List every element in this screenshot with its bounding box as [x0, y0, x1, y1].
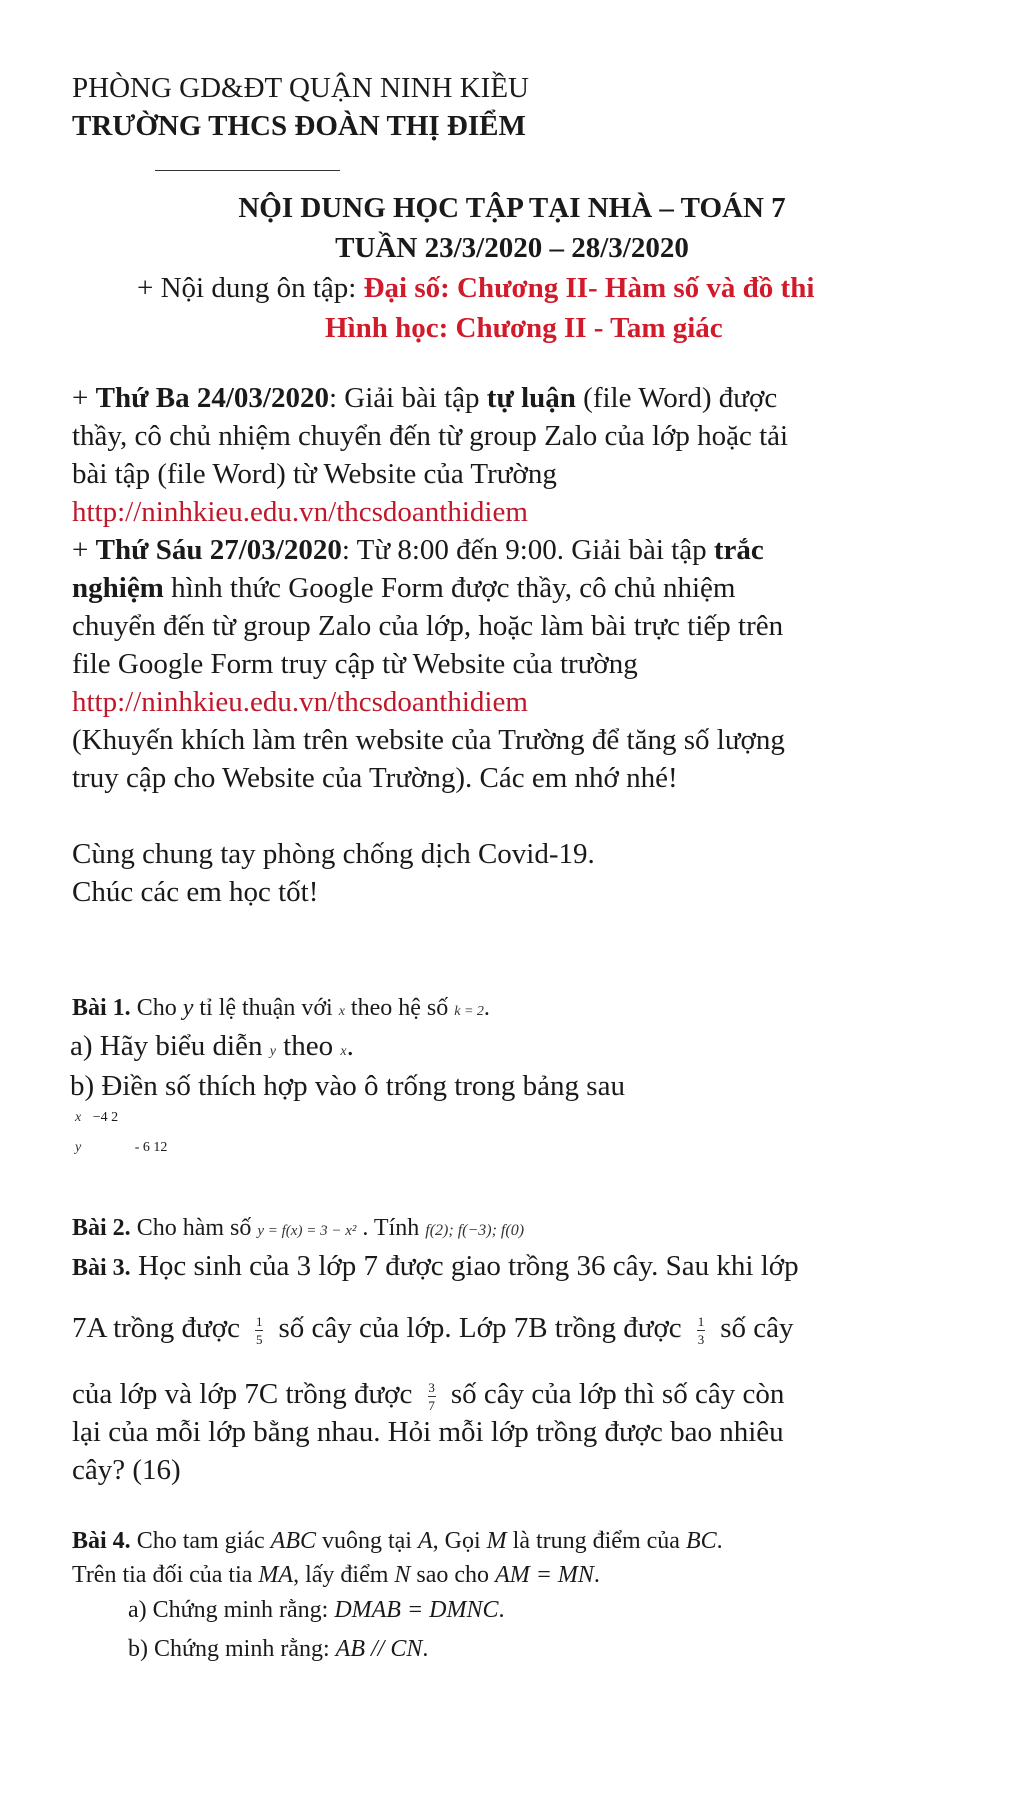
var-x: x: [340, 1044, 347, 1059]
text: vuông tại: [315, 1528, 418, 1554]
text: . Tính: [356, 1215, 426, 1241]
bai3-line-5: cây? (16): [72, 1454, 181, 1486]
point-n: N: [394, 1562, 411, 1588]
text: theo: [275, 1030, 341, 1062]
tuesday-line-2: thầy, cô chủ nhiệm chuyển đến từ group Zalo của lớp hoặc tải: [72, 420, 789, 452]
var-y: y: [269, 1044, 276, 1059]
closing-line-2: Chúc các em học tốt!: [72, 876, 319, 908]
text: Học sinh của 3 lớp 7 được giao trồng 36 cây. Sau khi lớp: [130, 1250, 799, 1282]
bai1-part-a: [70, 1030, 354, 1063]
text: Cho tam giác: [130, 1528, 271, 1554]
bai3-label: Bài 3.: [72, 1255, 131, 1281]
text: Cho: [130, 995, 183, 1021]
triangle-abc: ABC: [270, 1528, 316, 1554]
essay-label: tự luận: [486, 382, 576, 414]
bullet: +: [72, 534, 96, 566]
school-name: TRƯỜNG THCS ĐOÀN THỊ ĐIỂM: [72, 110, 526, 142]
bai1-part-b: b) Điền số thích hợp vào ô trống trong bảng sau: [70, 1070, 625, 1102]
friday-line-3: chuyển đến từ group Zalo của lớp, hoặc làm bài trực tiếp trên: [72, 610, 784, 642]
values-to-compute: f(2); f(−3); f(0): [425, 1222, 525, 1239]
coefficient: k = 2: [454, 1004, 484, 1019]
point-a: A: [417, 1528, 433, 1554]
review-line: [137, 272, 814, 305]
var-x: x: [338, 1004, 345, 1019]
bai3-line-3: [72, 1378, 784, 1412]
friday-date: Thứ Sáu 27/03/2020: [95, 534, 342, 566]
text: của lớp và lớp 7C trồng được: [72, 1378, 420, 1410]
segment-bc: BC: [685, 1528, 717, 1554]
text: : Giải bài tập: [328, 382, 487, 414]
bullet: +: [72, 382, 96, 414]
text: .: [422, 1636, 429, 1662]
ray-ma: MA: [258, 1562, 294, 1588]
dept-name: PHÒNG GD&ĐT QUẬN NINH KIỀU: [72, 72, 529, 104]
bai4-label: Bài 4.: [72, 1528, 131, 1554]
parallel-statement: AB // CN: [335, 1636, 423, 1662]
text: hình thức Google Form được thầy, cô chủ nhiệm: [163, 572, 736, 604]
text: theo hệ số: [344, 995, 455, 1021]
closing-line-1: Cùng chung tay phòng chống dịch Covid-19.: [72, 838, 595, 870]
var-y: y: [182, 995, 194, 1021]
review-geometry: Hình học: Chương II - Tam giác: [325, 312, 723, 344]
bai1-label: Bài 1.: [72, 995, 131, 1021]
text: b) Chứng minh rằng:: [128, 1636, 336, 1662]
text: số cây: [712, 1312, 794, 1344]
table-y-values: - 6 12: [134, 1140, 168, 1155]
note-line-2: truy cập cho Website của Trường). Các em nhớ nhé!: [72, 762, 678, 794]
text: a) Chứng minh rằng:: [128, 1597, 335, 1623]
header-divider: [155, 170, 340, 171]
bai4-part-a: [128, 1597, 505, 1624]
bai4-part-b: [128, 1636, 428, 1663]
table-x-values: −4 2: [92, 1110, 119, 1125]
friday-line-4: file Google Form truy cập từ Website của trường: [72, 648, 638, 680]
week-title: TUẦN 23/3/2020 – 28/3/2020: [335, 232, 689, 264]
table-y-label: y: [75, 1140, 82, 1155]
text: : Từ 8:00 đến 9:00. Giải bài tập: [341, 534, 714, 566]
text: .: [483, 995, 490, 1021]
bai3-line-2: [72, 1312, 793, 1346]
text: , Gọi: [432, 1528, 487, 1554]
text: Cho hàm số: [130, 1215, 258, 1241]
bai4-line-2: [72, 1562, 600, 1589]
bai2-label: Bài 2.: [72, 1215, 131, 1241]
text: số cây của lớp thì số cây còn: [443, 1378, 785, 1410]
text: sao cho: [410, 1562, 496, 1588]
friday-line-1: [72, 534, 764, 567]
quiz-label: trắc: [713, 534, 764, 566]
doc-title: NỘI DUNG HỌC TẬP TẠI NHÀ – TOÁN 7: [238, 192, 786, 224]
website-link-1[interactable]: http://ninhkieu.edu.vn/thcsdoanthidiem: [72, 496, 528, 528]
text: số cây của lớp. Lớp 7B trồng được: [271, 1312, 689, 1344]
review-prefix: + Nội dung ôn tập:: [137, 272, 364, 304]
friday-line-2: [72, 572, 735, 605]
bai3-line-1: [72, 1250, 799, 1283]
tuesday-line-1: [72, 382, 777, 415]
tuesday-date: Thứ Ba 24/03/2020: [95, 382, 329, 414]
text: 7A trồng được: [72, 1312, 248, 1344]
value-table-row-x: [75, 1110, 118, 1126]
bai2-line: [72, 1210, 524, 1243]
text: .: [593, 1562, 600, 1588]
review-algebra: Đại số: Chương II- Hàm số và đồ thi: [363, 272, 815, 304]
text: .: [498, 1597, 505, 1623]
note-line-1: (Khuyến khích làm trên website của Trường để tăng số lượng: [72, 724, 785, 756]
website-link-2[interactable]: http://ninhkieu.edu.vn/thcsdoanthidiem: [72, 686, 528, 718]
text: (file Word) được: [575, 382, 778, 414]
text: tỉ lệ thuận với: [193, 995, 339, 1021]
text: , lấy điểm: [293, 1562, 395, 1588]
quiz-label-2: nghiệm: [72, 572, 164, 604]
text: a) Hãy biểu diễn: [70, 1030, 270, 1062]
function-expression: y = f(x) = 3 − x²: [257, 1223, 357, 1239]
fraction-one-fifth: $\frac{1}{5}$: [255, 1313, 263, 1347]
table-x-label: x: [75, 1110, 82, 1125]
fraction-one-third: $\frac{1}{3}$: [697, 1313, 705, 1347]
text: Trên tia đối của tia: [72, 1562, 259, 1588]
value-table-row-y: [75, 1140, 167, 1156]
bai3-line-4: lại của mỗi lớp bằng nhau. Hỏi mỗi lớp trồng được bao nhiêu: [72, 1416, 784, 1448]
congruence-statement: DMAB = DMNC: [334, 1597, 499, 1623]
bai1-line-1: [72, 990, 490, 1023]
text: là trung điểm của: [506, 1528, 686, 1554]
equality-am-mn: AM = MN: [495, 1562, 594, 1588]
tuesday-line-3: bài tập (file Word) từ Website của Trường: [72, 458, 557, 490]
text: .: [716, 1528, 723, 1554]
point-m: M: [486, 1528, 507, 1554]
text: .: [346, 1030, 354, 1062]
fraction-three-sevenths: $\frac{3}{7}$: [428, 1379, 435, 1413]
bai4-line-1: [72, 1528, 723, 1555]
